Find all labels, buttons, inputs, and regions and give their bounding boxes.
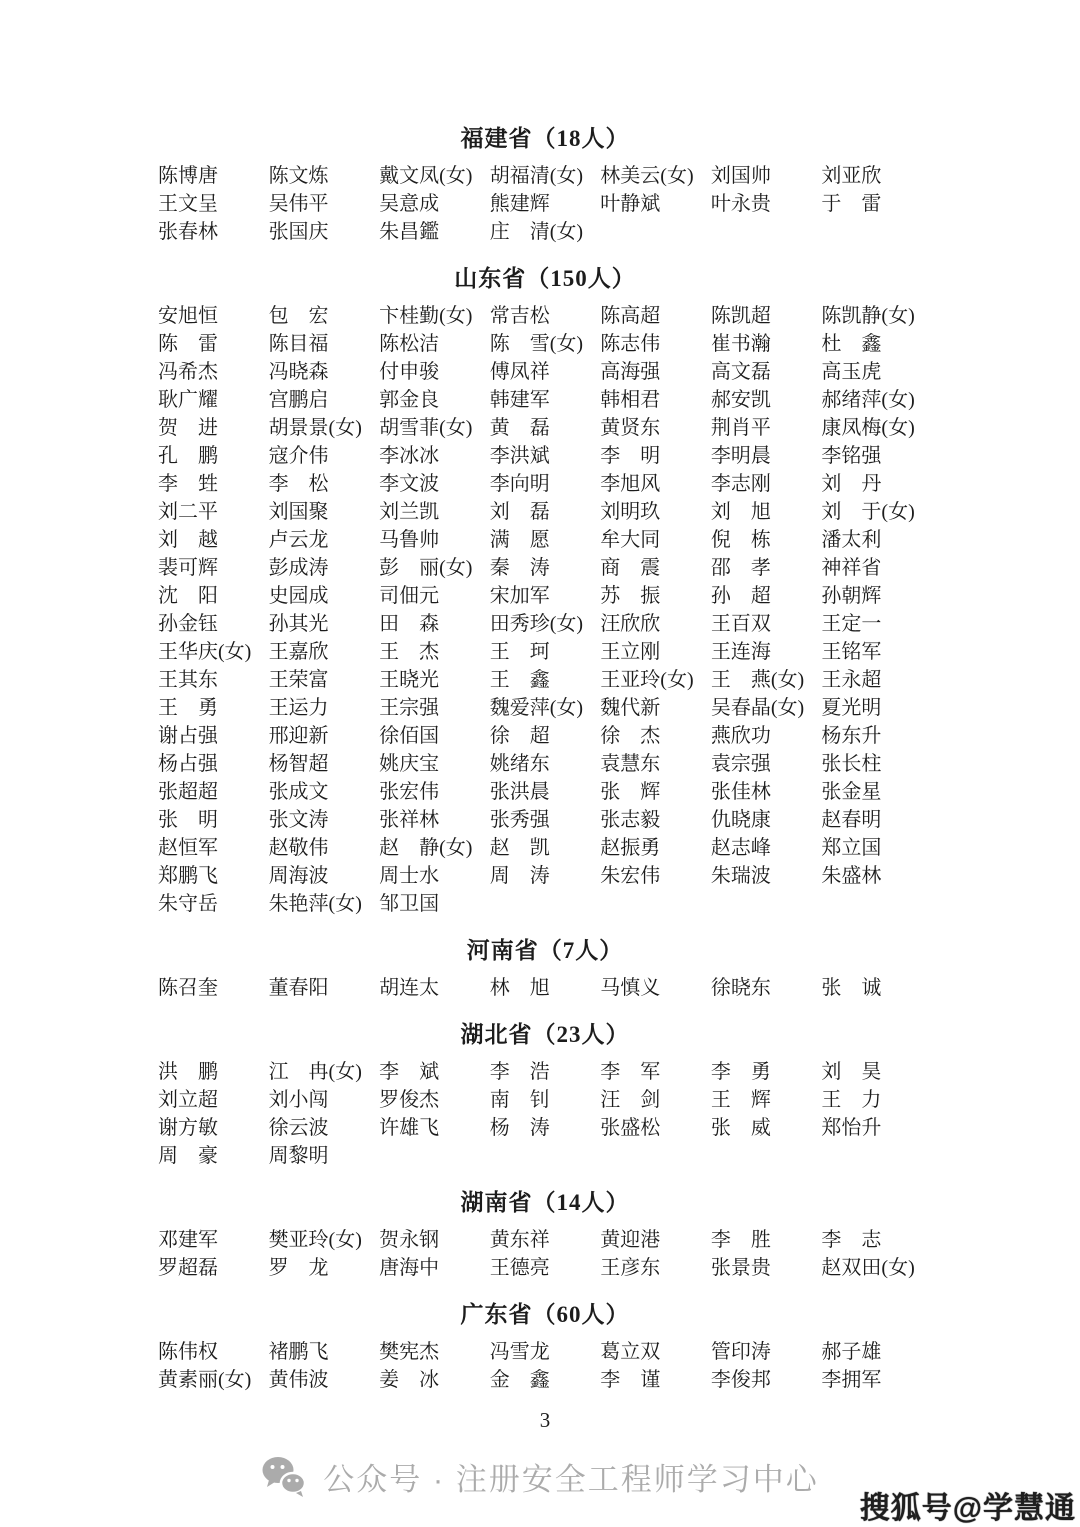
person-name: 张 诚 (821, 977, 882, 999)
name-row (158, 358, 932, 386)
name-row (158, 470, 932, 498)
person-name: 洪 鹏 (158, 1061, 218, 1083)
person-name: 周 豪 (158, 1145, 218, 1167)
person-name: 高文磊 (710, 361, 771, 383)
person-name: 赵双田(女) (821, 1257, 915, 1279)
person-name: 王永超 (821, 669, 882, 691)
name-row (158, 1058, 932, 1086)
person-name: 史园成 (268, 585, 329, 607)
person-name: 葛立双 (600, 1341, 661, 1363)
person-name: 商 震 (600, 557, 661, 579)
person-name: 朱守岳 (158, 893, 218, 915)
person-name: 董春阳 (268, 977, 329, 999)
person-name: 郭金良 (379, 389, 440, 411)
person-name: 王文呈 (158, 193, 218, 215)
person-name: 孙其光 (268, 613, 329, 635)
person-name: 吴意成 (379, 193, 440, 215)
person-name: 常吉松 (489, 305, 550, 327)
province-section (158, 936, 932, 1002)
person-name: 吴伟平 (268, 193, 329, 215)
person-name: 韩相君 (600, 389, 661, 411)
person-name: 黄伟波 (268, 1369, 329, 1391)
person-name: 林美云(女) (600, 165, 694, 187)
person-name: 沈 阳 (158, 585, 218, 607)
person-name: 胡雪菲(女) (379, 417, 473, 439)
person-name: 徐 超 (489, 725, 550, 747)
person-name: 李拥军 (821, 1369, 882, 1391)
name-row (158, 1366, 932, 1394)
person-name: 李向明 (489, 473, 550, 495)
person-name: 付申骏 (379, 361, 440, 383)
person-name: 黄迎港 (600, 1229, 661, 1251)
name-row (158, 862, 932, 890)
name-row (158, 582, 932, 610)
person-name: 夏光明 (821, 697, 882, 719)
person-name: 张 威 (710, 1117, 771, 1139)
person-name: 黄东祥 (489, 1229, 550, 1251)
section-title: 福建省（18人） (460, 126, 630, 151)
person-name: 周 涛 (489, 865, 550, 887)
person-name: 张佳林 (710, 781, 771, 803)
person-name: 徐云波 (268, 1117, 329, 1139)
person-name: 满 愿 (489, 529, 550, 551)
person-name: 康凤梅(女) (821, 417, 915, 439)
name-row (158, 1086, 932, 1114)
name-row (158, 498, 932, 526)
person-name: 朱盛林 (821, 865, 882, 887)
person-name: 杨占强 (158, 753, 218, 775)
person-name: 王 辉 (710, 1089, 771, 1111)
person-name: 王荣富 (268, 669, 329, 691)
person-name: 刘国帅 (710, 165, 771, 187)
person-name: 褚鹏飞 (268, 1341, 329, 1363)
person-name: 袁慧东 (600, 753, 661, 775)
person-name: 孙 超 (710, 585, 771, 607)
person-name: 李 军 (600, 1061, 661, 1083)
person-name: 胡福清(女) (489, 165, 584, 187)
name-row (158, 442, 932, 470)
person-name: 熊建辉 (489, 193, 550, 215)
person-name: 李铭强 (821, 445, 882, 467)
name-row (158, 1254, 932, 1282)
person-name: 唐海中 (379, 1257, 440, 1279)
name-row (158, 666, 932, 694)
person-name: 张 明 (158, 809, 218, 831)
person-name: 张金星 (821, 781, 882, 803)
person-name: 黄 磊 (489, 417, 550, 439)
person-name: 李志刚 (710, 473, 771, 495)
person-name: 姚绪东 (489, 753, 550, 775)
person-name: 王 珂 (489, 641, 550, 663)
person-name: 刘明玖 (600, 501, 661, 523)
person-name: 陈凯超 (710, 305, 771, 327)
person-name: 罗俊杰 (379, 1089, 440, 1111)
person-name: 李 胜 (710, 1229, 771, 1251)
province-section (158, 1300, 932, 1394)
person-name: 胡景景(女) (268, 417, 362, 439)
person-name: 朱瑞波 (710, 865, 771, 887)
person-name: 张国庆 (268, 221, 329, 243)
person-name: 张文涛 (268, 809, 329, 831)
section-title: 河南省（7人） (466, 938, 624, 963)
name-row (158, 162, 932, 190)
person-name: 谢方敏 (158, 1117, 218, 1139)
person-name: 陈目福 (268, 333, 329, 355)
person-name: 王百双 (710, 613, 771, 635)
person-name: 王连海 (710, 641, 771, 663)
person-name: 李 浩 (489, 1061, 550, 1083)
wechat-icon (261, 1456, 307, 1498)
province-section (158, 1020, 932, 1170)
person-name: 裴可辉 (158, 557, 218, 579)
person-name: 刘亚欣 (821, 165, 882, 187)
person-name: 周海波 (268, 865, 329, 887)
person-name: 李 甡 (158, 473, 218, 495)
person-name: 刘国聚 (268, 501, 329, 523)
person-name: 刘 于(女) (821, 501, 915, 523)
person-name: 陈文炼 (268, 165, 329, 187)
name-row (158, 526, 932, 554)
name-row (158, 778, 932, 806)
sohu-watermark: 搜狐号@学慧通 (859, 1492, 1076, 1525)
person-name: 王定一 (821, 613, 882, 635)
person-name: 刘兰凯 (379, 501, 440, 523)
person-name: 汪欣欣 (600, 613, 661, 635)
name-row (158, 722, 932, 750)
person-name: 张 辉 (600, 781, 661, 803)
person-name: 王晓光 (379, 669, 440, 691)
person-name: 张成文 (268, 781, 329, 803)
person-name: 赵恒军 (158, 837, 218, 859)
person-name: 崔书瀚 (710, 333, 771, 355)
person-name: 邓建军 (158, 1229, 218, 1251)
person-name: 高海强 (600, 361, 661, 383)
name-row (158, 414, 932, 442)
person-name: 王嘉欣 (268, 641, 329, 663)
person-name: 许雄飞 (379, 1117, 440, 1139)
person-name: 汪 剑 (600, 1089, 661, 1111)
person-name: 杨智超 (268, 753, 329, 775)
person-name: 傅凤祥 (489, 361, 550, 383)
person-name: 刘 旭 (710, 501, 771, 523)
person-name: 刘立超 (158, 1089, 218, 1111)
person-name: 周黎明 (268, 1145, 329, 1167)
person-name: 王 勇 (158, 697, 218, 719)
person-name: 张志毅 (600, 809, 661, 831)
person-name: 王 燕(女) (710, 669, 805, 691)
name-row (158, 330, 932, 358)
person-name: 卢云龙 (268, 529, 329, 551)
person-name: 陈伟权 (158, 1341, 218, 1363)
person-name: 李 谨 (600, 1369, 661, 1391)
person-name: 郑鹏飞 (158, 865, 218, 887)
person-name: 罗 龙 (268, 1257, 329, 1279)
person-name: 朱宏伟 (600, 865, 661, 887)
person-name: 叶静斌 (600, 193, 661, 215)
name-row (158, 974, 932, 1002)
page-number: 3 (539, 1408, 551, 1432)
person-name: 卞桂勤(女) (379, 305, 473, 327)
person-name: 李冰冰 (379, 445, 440, 467)
sections-container (158, 124, 932, 1394)
name-row (158, 1226, 932, 1254)
person-name: 燕欣功 (710, 725, 771, 747)
person-name: 马鲁帅 (379, 529, 440, 551)
person-name: 周士水 (379, 865, 440, 887)
person-name: 彭成涛 (268, 557, 329, 579)
person-name: 贺 进 (158, 417, 218, 439)
person-name: 赵 静(女) (379, 837, 473, 859)
person-name: 郝子雄 (821, 1341, 882, 1363)
person-name: 宋加军 (489, 585, 550, 607)
name-row (158, 1338, 932, 1366)
person-name: 袁宗强 (710, 753, 771, 775)
person-name: 王立刚 (600, 641, 661, 663)
person-name: 田秀珍(女) (489, 613, 584, 635)
person-name: 孙金钰 (158, 613, 218, 635)
name-row (158, 1114, 932, 1142)
person-name: 马慎义 (600, 977, 661, 999)
person-name: 陈高超 (600, 305, 661, 327)
person-name: 李俊邦 (710, 1369, 771, 1391)
person-name: 耿广耀 (158, 389, 218, 411)
name-row (158, 218, 932, 246)
person-name: 王 力 (821, 1089, 882, 1111)
name-row (158, 190, 932, 218)
name-row (158, 554, 932, 582)
person-name: 黄贤东 (600, 417, 661, 439)
person-name: 郝安凯 (710, 389, 771, 411)
person-name: 徐 杰 (600, 725, 661, 747)
person-name: 王亚玲(女) (600, 669, 694, 691)
person-name: 庄 清(女) (489, 221, 584, 243)
person-name: 王其东 (158, 669, 218, 691)
person-name: 王德亮 (489, 1257, 550, 1279)
person-name: 李旭风 (600, 473, 661, 495)
name-row (158, 386, 932, 414)
person-name: 张长柱 (821, 753, 882, 775)
person-name: 宫鹏启 (268, 389, 329, 411)
person-name: 仇晓康 (710, 809, 771, 831)
person-name: 郝绪萍(女) (821, 389, 915, 411)
person-name: 赵振勇 (600, 837, 661, 859)
province-section (158, 124, 932, 246)
person-name: 罗超磊 (158, 1257, 218, 1279)
person-name: 邹卫国 (379, 893, 440, 915)
name-row (158, 890, 932, 918)
person-name: 朱艳萍(女) (268, 893, 362, 915)
person-name: 姚庆宝 (379, 753, 440, 775)
person-name: 神祥省 (821, 557, 882, 579)
name-row (158, 806, 932, 834)
person-name: 张盛松 (600, 1117, 661, 1139)
person-name: 孙朝辉 (821, 585, 882, 607)
person-name: 戴文凤(女) (379, 165, 473, 187)
person-name: 樊亚玲(女) (268, 1229, 362, 1251)
person-name: 张超超 (158, 781, 218, 803)
person-name: 刘 丹 (821, 473, 882, 495)
section-title: 广东省（60人） (460, 1302, 630, 1327)
person-name: 牟大同 (600, 529, 661, 551)
person-name: 王运力 (268, 697, 329, 719)
person-name: 赵敬伟 (268, 837, 329, 859)
person-name: 刘 磊 (489, 501, 550, 523)
person-name: 赵 凯 (489, 837, 550, 859)
person-name: 李 志 (821, 1229, 882, 1251)
person-name: 李 松 (268, 473, 329, 495)
person-name: 林 旭 (489, 977, 550, 999)
person-name: 赵春明 (821, 809, 882, 831)
person-name: 刘 昊 (821, 1061, 882, 1083)
person-name: 王 鑫 (489, 669, 550, 691)
person-name: 刘小闯 (268, 1089, 329, 1111)
person-name: 李文波 (379, 473, 440, 495)
person-name: 吴春晶(女) (710, 697, 805, 719)
person-name: 李 勇 (710, 1061, 771, 1083)
section-title: 湖北省（23人） (460, 1022, 630, 1047)
person-name: 朱昌鑑 (379, 221, 440, 243)
person-name: 王铭军 (821, 641, 882, 663)
person-name: 寇介伟 (268, 445, 329, 467)
person-name: 金 鑫 (489, 1369, 550, 1391)
person-name: 苏 振 (600, 585, 661, 607)
person-name: 杨东升 (821, 725, 882, 747)
person-name: 陈博唐 (158, 165, 218, 187)
section-title: 山东省（150人） (454, 266, 636, 291)
name-row (158, 750, 932, 778)
person-name: 黄素丽(女) (158, 1369, 252, 1391)
person-name: 邢迎新 (268, 725, 329, 747)
person-name: 姜 冰 (379, 1369, 440, 1391)
person-name: 郑立国 (821, 837, 882, 859)
person-name: 陈志伟 (600, 333, 661, 355)
person-name: 陈 雷 (158, 333, 218, 355)
person-name: 田 森 (379, 613, 440, 635)
person-name: 贺永钢 (379, 1229, 440, 1251)
person-name: 彭 丽(女) (379, 557, 473, 579)
person-name: 陈 雪(女) (489, 333, 584, 355)
person-name: 张景贵 (710, 1257, 771, 1279)
person-name: 刘 越 (158, 529, 218, 551)
person-name: 郑怡升 (821, 1117, 882, 1139)
person-name: 胡连太 (379, 977, 440, 999)
name-row (158, 610, 932, 638)
person-name: 李 斌 (379, 1061, 440, 1083)
person-name: 于 雷 (821, 193, 882, 215)
person-name: 高玉虎 (821, 361, 882, 383)
person-name: 李洪斌 (489, 445, 550, 467)
person-name: 陈召奎 (158, 977, 218, 999)
person-name: 潘太利 (821, 529, 882, 551)
person-name: 徐佰国 (379, 725, 440, 747)
person-name: 邵 孝 (710, 557, 771, 579)
person-name: 杨 涛 (489, 1117, 550, 1139)
person-name: 孔 鹏 (158, 445, 218, 467)
section-title: 湖南省（14人） (460, 1190, 630, 1215)
person-name: 南 钊 (489, 1089, 550, 1111)
person-name: 王彦东 (600, 1257, 661, 1279)
person-name: 冯希杰 (158, 361, 218, 383)
province-section (158, 264, 932, 918)
person-name: 赵志峰 (710, 837, 771, 859)
name-row (158, 302, 932, 330)
person-name: 安旭恒 (158, 305, 218, 327)
person-name: 樊宪杰 (379, 1341, 440, 1363)
person-name: 江 冉(女) (268, 1061, 362, 1083)
person-name: 冯晓森 (268, 361, 329, 383)
person-name: 王宗强 (379, 697, 440, 719)
name-row (158, 694, 932, 722)
person-name: 刘二平 (158, 501, 218, 523)
name-row (158, 638, 932, 666)
name-row (158, 1142, 932, 1170)
person-name: 谢占强 (158, 725, 218, 747)
person-name: 秦 涛 (489, 557, 550, 579)
footer-account-text: 公众号 · 注册安全工程师学习中心 (323, 1462, 819, 1497)
person-name: 张洪晨 (489, 781, 550, 803)
person-name: 叶永贵 (710, 193, 771, 215)
person-name: 张春林 (158, 221, 218, 243)
person-name: 荆肖平 (710, 417, 771, 439)
person-name: 冯雪龙 (489, 1341, 550, 1363)
person-name: 李明晨 (710, 445, 771, 467)
person-name: 管印涛 (710, 1341, 771, 1363)
name-row (158, 834, 932, 862)
person-name: 倪 栋 (710, 529, 771, 551)
province-section (158, 1188, 932, 1282)
person-name: 徐晓东 (710, 977, 771, 999)
person-name: 杜 鑫 (821, 333, 882, 355)
person-name: 陈凯静(女) (821, 305, 915, 327)
person-name: 张宏伟 (379, 781, 440, 803)
person-name: 王华庆(女) (158, 641, 252, 663)
person-name: 司佃元 (379, 585, 440, 607)
person-name: 李 明 (600, 445, 661, 467)
person-name: 魏代新 (600, 697, 661, 719)
person-name: 魏爱萍(女) (489, 697, 584, 719)
person-name: 张秀强 (489, 809, 550, 831)
person-name: 包 宏 (268, 305, 329, 327)
person-name: 韩建军 (489, 389, 550, 411)
person-name: 王 杰 (379, 641, 440, 663)
person-name: 陈松洁 (379, 333, 440, 355)
person-name: 张祥林 (379, 809, 440, 831)
